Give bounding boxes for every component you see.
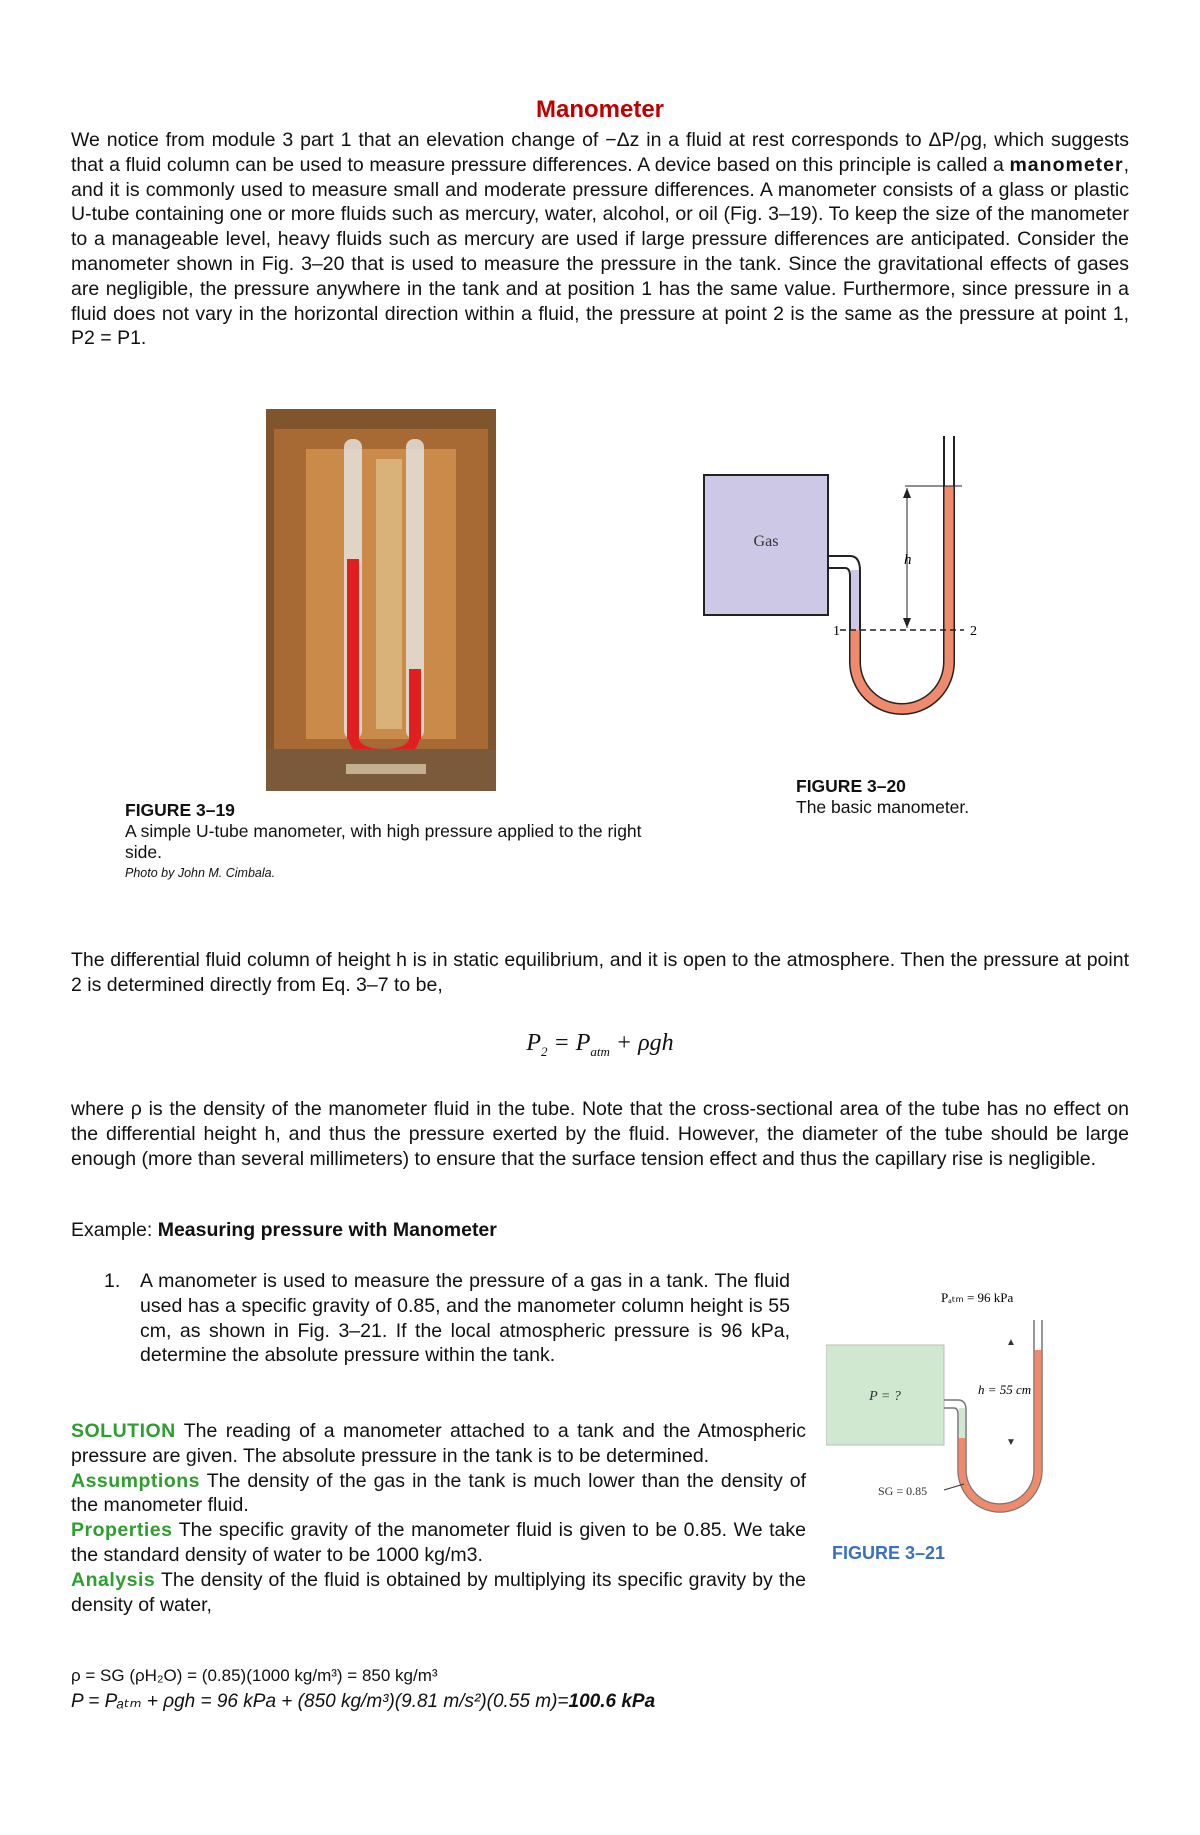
example-prefix: Example: bbox=[71, 1219, 158, 1241]
example-title: Measuring pressure with Manometer bbox=[157, 1219, 497, 1241]
calc-result: 100.6 kPa bbox=[568, 1691, 656, 1712]
intro-text: We notice from module 3 part 1 that an elevation change of −Δz in a fluid at rest corresponds to ΔP/ρg, which suggests that a fluid column can be used to measure pressure differences. A device based on this principle is called a bbox=[71, 129, 1129, 176]
analysis-label: Analysis bbox=[71, 1568, 156, 1591]
example-heading bbox=[71, 1219, 497, 1242]
patm-label: Pₐₜₘ = 96 kPa bbox=[941, 1290, 1014, 1305]
calc-line-2-text: P = Pₐₜₘ + ρgh = 96 kPa + (850 kg/m³)(9.81 m/s²)(0.55 m)= bbox=[71, 1691, 569, 1712]
point-1-label: 1 bbox=[833, 624, 840, 639]
sg-label: SG = 0.85 bbox=[878, 1484, 928, 1498]
fig20-caption bbox=[796, 776, 1136, 818]
fig20-head: FIGURE 3–20 bbox=[796, 776, 906, 796]
paragraph-3: where ρ is the density of the manometer fluid in the tube. Note that the cross-sectional area of the tube has no effect on the differential height h, and thus the pressure exerted by the fluid. However, the diameter of the tube should be large enough (more than several millimeters) to ensure that the surface tension effect and thus the capillary rise is negligible. bbox=[71, 1098, 1129, 1170]
manometer-photo bbox=[266, 409, 496, 791]
gas-label: Gas bbox=[753, 533, 779, 550]
solution-block bbox=[71, 1419, 806, 1617]
properties-text: The specific gravity of the manometer fluid is given to be 0.85. We take the standard density of water to be 1000 kg/m3. bbox=[71, 1519, 806, 1566]
eq-rhs: + ρgh bbox=[609, 1030, 674, 1056]
fig19-text: A simple U-tube manometer, with high pressure applied to the right side. bbox=[125, 821, 642, 862]
intro-paragraph bbox=[71, 128, 1129, 351]
fig19-credit: Photo by John M. Cimbala. bbox=[125, 866, 276, 880]
fig19-head: FIGURE 3–19 bbox=[125, 800, 235, 820]
problem-text: A manometer is used to measure the pressure of a gas in a tank. The fluid used has a specific gravity of 0.85, and the manometer column height is 55 cm, as shown in Fig. 3–21. If the local atmospheric pressure is 96 kPa, determine the absolute pressure within the tank. bbox=[140, 1270, 790, 1367]
h-value-label: h = 55 cm bbox=[978, 1382, 1032, 1397]
page-title: Manometer bbox=[535, 96, 665, 123]
assumptions-text: The density of the gas in the tank is much lower than the density of the manometer fluid. bbox=[71, 1469, 806, 1517]
eq-mid: = P bbox=[547, 1030, 591, 1056]
fig21-caption: FIGURE 3–21 bbox=[832, 1543, 946, 1563]
paragraph-2: The differential fluid column of height h is in static equilibrium, and it is open to the atmosphere. Then the pressure at point 2 is determined directly from Eq. 3–7 to be, bbox=[71, 949, 1129, 996]
eq-lhs-sub: 2 bbox=[541, 1043, 548, 1059]
assumptions-label: Assumptions bbox=[71, 1469, 201, 1492]
p-unknown-label: P = ? bbox=[869, 1389, 901, 1404]
point-2-label: 2 bbox=[970, 624, 977, 639]
h-label: h bbox=[904, 552, 912, 568]
basic-manometer-diagram bbox=[700, 436, 1040, 726]
calc-line-1: ρ = SG (ρH₂O) = (0.85)(1000 kg/m³) = 850 kg/m³ bbox=[71, 1666, 438, 1685]
manometer-term: manometer bbox=[1009, 153, 1124, 176]
eq-lhs: P bbox=[526, 1030, 542, 1056]
problem-number: 1. bbox=[104, 1270, 121, 1292]
equation-p2 bbox=[0, 1030, 1200, 1060]
fig21-diagram bbox=[826, 1290, 1126, 1530]
intro-rest: , and it is commonly used to measure small and moderate pressure differences. A manometer consists of a glass or plastic U-tube containing one or more fluids such as mercury, water, alcohol, or oil (Fig. 3–19). To keep the size of the manometer to a manageable level, heavy fluids such as mercury are used if large pressure differences are anticipated. Consider the manometer shown in Fig. 3–20 that is used to measure the pressure in the tank. Since the gravitational effects of gases are negligible, the pressure anywhere in the tank and at position 1 has the same value. Furthermore, since pressure in a fluid does not vary in the horizontal direction within a fluid, the pressure at point 2 is the same as the pressure at point 1, P2 = P1. bbox=[71, 153, 1130, 350]
arrow-up-glyph: ▲ bbox=[1006, 1337, 1016, 1348]
calc-line-2 bbox=[71, 1689, 655, 1715]
calculation-block bbox=[71, 1663, 655, 1715]
eq-mid-sub: atm bbox=[590, 1043, 610, 1059]
fig19-caption bbox=[125, 800, 665, 884]
solution-label: SOLUTION bbox=[71, 1420, 176, 1442]
properties-label: Properties bbox=[71, 1519, 173, 1542]
arrow-down-glyph: ▼ bbox=[1006, 1437, 1016, 1448]
fig20-text: The basic manometer. bbox=[796, 797, 970, 817]
solution-text: The reading of a manometer attached to a tank and the Atmospheric pressure are given. The absolute pressure in the tank is to be determined. bbox=[71, 1420, 806, 1467]
analysis-text: The density of the fluid is obtained by multiplying its specific gravity by the density of water, bbox=[71, 1568, 806, 1616]
